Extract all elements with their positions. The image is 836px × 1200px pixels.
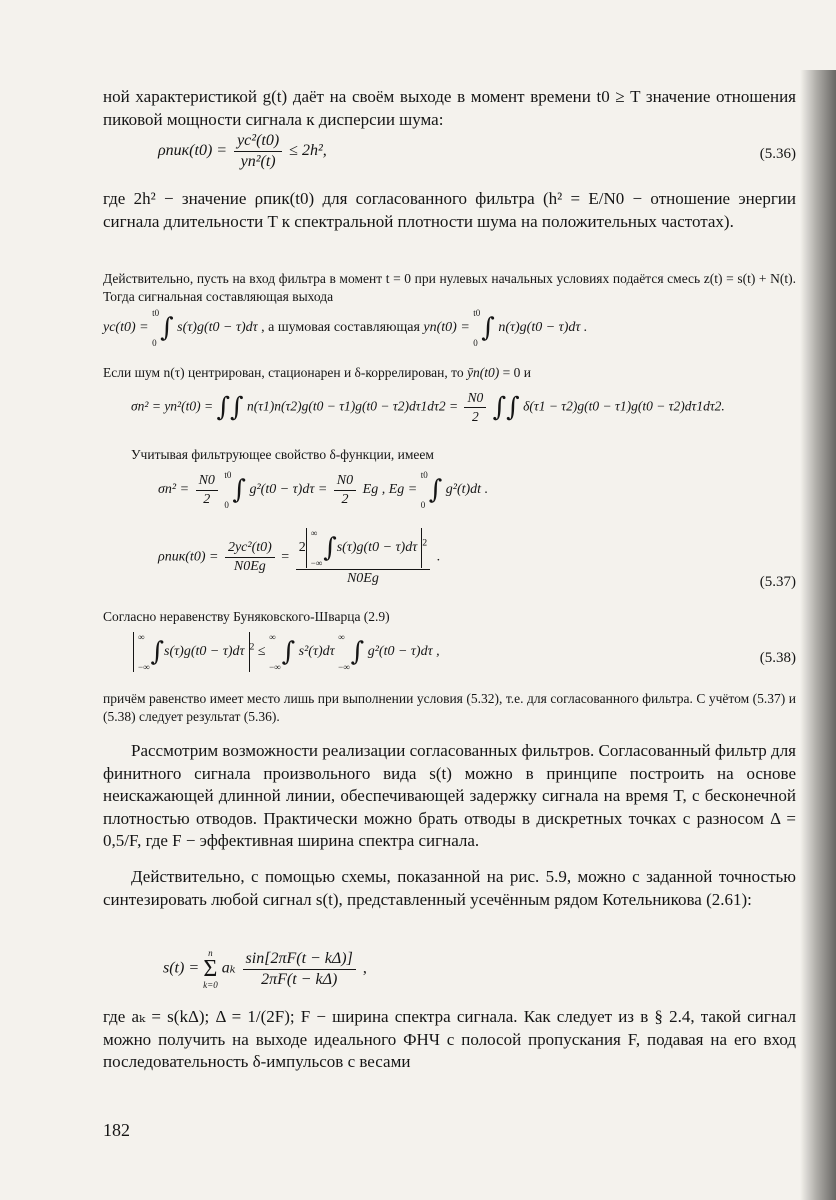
equation-sigma-double-integral	[103, 390, 796, 440]
yc-limits: t0 0	[152, 308, 160, 348]
paragraph-4-end: = 0 и	[502, 365, 531, 380]
eq537-fraction-1	[225, 540, 275, 575]
paragraph-5: Учитывая фильтрующее свойство δ-функции, имеем	[131, 447, 434, 462]
eq536-numerator: yc²(t0)	[234, 132, 282, 152]
equation-5-37: ρпик(t0) = $\frac{\text{2yc²(t0)}}{N0Eg}$ = 2 ∞ −∞ ∫s(τ)g(t0 − τ)dτ $^2$ N0Eg . (5.37)	[158, 528, 796, 590]
sig2-body: g²(t0 − τ)dτ =	[249, 482, 328, 498]
eq536-rhs: ≤ 2h²,	[289, 142, 327, 160]
kot-num: sin[2πF(t − kΔ)]	[243, 950, 356, 970]
noise-condition-line	[103, 364, 796, 382]
yn-lhs: yn(t0) =	[423, 320, 470, 336]
scan-shadow-edge	[800, 70, 836, 1200]
sigma-fraction	[464, 390, 486, 425]
integral-symbol: ∫	[281, 637, 296, 667]
page-number: 182	[103, 1120, 130, 1140]
eq538-rhs-3: g²(t0 − τ)dτ ,	[367, 644, 440, 660]
equation-sigma-filtering	[103, 470, 796, 520]
sig2-lhs: σn² =	[158, 482, 190, 498]
equation-5-38: ∞ −∞ ∫s(τ)g(t0 − τ)dτ $^2$ ≤ ∞ −∞ ∫ s²(τ)dτ ∞ −∞ ∫ g²(t0 − τ)dτ , (5.38)	[103, 632, 796, 686]
sig2-num-2: N0	[334, 473, 356, 491]
sig2-rhs: Eg , Eg =	[362, 482, 418, 498]
sig2-num: N0	[196, 473, 218, 491]
equation-5-36	[103, 132, 796, 182]
eq537-den-1: N0Eg	[233, 559, 266, 574]
sig2-eg: g²(t)dt .	[445, 482, 489, 498]
eq537-inner: s(τ)g(t0 − τ)dτ	[336, 540, 418, 556]
equation-kotelnikov-series	[103, 948, 796, 1004]
integral-symbol: ∫	[232, 475, 246, 505]
sig2-den: 2	[203, 491, 211, 507]
double-integral-symbol: ∫∫	[216, 392, 244, 423]
eq536-denominator: yn²(t)	[240, 153, 276, 170]
yc-body: s(τ)g(t0 − τ)dτ	[177, 320, 258, 336]
sigma-frac-den: 2	[471, 409, 479, 424]
equation-number-5-37: (5.37)	[759, 574, 796, 590]
double-integral-symbol: ∫∫	[492, 392, 520, 423]
eq537-num-2: 2 ∞ −∞ ∫s(τ)g(t0 − τ)dτ $^2$	[296, 528, 430, 570]
eq538-rhs-2: s²(τ)dτ	[298, 644, 335, 660]
eq536-fraction	[234, 132, 282, 171]
integral-symbol: ∫	[160, 313, 174, 343]
integral-symbol: ∫	[481, 313, 495, 343]
paragraph-8: Рассмотрим возможности реализации согласованных фильтров. Согласованный фильтр для финитного сигнала произвольного вида s(t) можно в принципе построить на основе неискажающей длинной линии, обеспечивающей задержку сигнала на время T, с бесконечной плотностью отводов. Практически можно брать отводы в дискретных точках с разносом Δ = 0,5/F, где F − эффективная ширина спектра сигнала.	[103, 741, 796, 850]
paragraph-4: Если шум n(τ) центрирован, стационарен и δ-коррелирован, то	[103, 365, 464, 380]
eq537-limits: ∞ −∞	[310, 528, 323, 568]
eq537-num-1: 2yc²(t0)	[225, 540, 275, 558]
equation-yc-yn	[103, 308, 796, 358]
eg-limits: t0 0	[420, 470, 428, 510]
noise-component-text: , а шумовая составляющая	[261, 320, 420, 336]
eq537-fraction-2	[296, 528, 430, 587]
kot-ak: aₖ	[221, 959, 236, 977]
kot-fraction	[243, 950, 356, 989]
eq538-limits: ∞ −∞	[138, 632, 150, 672]
eq538-leq: ≤	[257, 644, 266, 660]
paragraph-9: Действительно, с помощью схемы, показанной на рис. 5.9, можно с заданной точностью синтезировать любой сигнал s(t), представленный усечённым рядом Котельникова (2.61):	[103, 867, 796, 909]
sum-block: n Σ k=0	[203, 948, 218, 990]
sig2-den-2: 2	[341, 491, 349, 507]
yn-mean: ȳn(t0)	[467, 365, 500, 380]
kot-comma: ,	[362, 959, 367, 977]
eq537-den-2: N0Eg	[346, 571, 379, 586]
sig2-limits: t0 0	[224, 470, 232, 510]
sigma-rhs: δ(τ1 − τ2)g(t0 − τ1)g(t0 − τ2)dτ1dτ2.	[523, 398, 725, 414]
integral-symbol: ∫	[350, 637, 365, 667]
sigma-mid: n(τ1)n(τ2)g(t0 − τ1)g(t0 − τ2)dτ1dτ2 =	[246, 398, 459, 414]
equation-number-5-36: (5.36)	[759, 146, 796, 162]
sigma-frac-num: N0	[464, 390, 486, 408]
sum-symbol: Σ	[203, 956, 218, 982]
integral-symbol: ∫	[323, 533, 337, 563]
equation-number-5-38: (5.38)	[759, 650, 796, 666]
sig2-fraction-2	[334, 473, 356, 508]
paragraph-3: Действительно, пусть на вход фильтра в момент t = 0 при нулевых начальных условиях подаётся смесь z(t) = s(t) + N(t). Тогда сигнальная составляющая выхода	[103, 271, 796, 304]
paragraph-10: где aₖ = s(kΔ); Δ = 1/(2F); F − ширина спектра сигнала. Как следует из в § 2.4, такой сигнал можно получить на выходе идеального ФНЧ с полосой пропускания F, подавая на его вход последовательность δ-импульсов с весами	[103, 1007, 796, 1071]
yn-limits: t0 0	[473, 308, 481, 348]
paragraph-1: ной характеристикой g(t) даёт на своём выходе в момент времени t0 ≥ T значение отношения пиковой мощности сигнала к дисперсии шума:	[103, 87, 796, 129]
sig2-fraction	[196, 473, 218, 508]
eq538-body: s(τ)g(t0 − τ)dτ	[164, 644, 245, 660]
kot-den: 2πF(t − kΔ)	[261, 970, 338, 988]
paragraph-2: где 2h² − значение ρпик(t0) для согласованного фильтра (h² = E/N0 − отношение энергии сигнала длительности T к спектральной плотности шума на положительных частотах).	[103, 189, 796, 231]
yn-body: n(τ)g(t0 − τ)dτ .	[498, 320, 588, 336]
yc-lhs: yc(t0) =	[103, 320, 149, 336]
paragraph-7: причём равенство имеет место лишь при выполнении условия (5.32), т.е. для согласованного фильтра. С учётом (5.37) и (5.38) следует результат (5.36).	[103, 691, 796, 724]
paragraph-6: Согласно неравенству Буняковского-Шварца (2.9)	[103, 609, 390, 624]
kot-lhs: s(t) =	[163, 959, 200, 977]
eq537-lhs: ρпик(t0) =	[158, 549, 219, 565]
sigma-lhs: σn² = yn²(t0) =	[131, 398, 214, 414]
integral-symbol: ∫	[150, 637, 165, 667]
eq536-lhs: ρпик(t0) =	[158, 142, 228, 160]
integral-symbol: ∫	[428, 475, 443, 505]
